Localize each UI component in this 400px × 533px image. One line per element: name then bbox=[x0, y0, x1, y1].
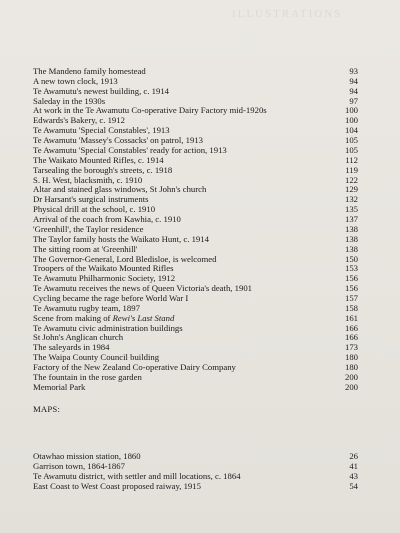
entry-page-number: 156 bbox=[344, 283, 358, 294]
entry-page-number: 166 bbox=[344, 332, 358, 343]
entry-page-number: 94 bbox=[349, 85, 358, 96]
entry-page-number: 100 bbox=[344, 105, 358, 116]
entry-page-number: 161 bbox=[344, 312, 358, 323]
entry-title: The sitting room at 'Greenhill' bbox=[33, 243, 138, 254]
entry-title: East Coast to West Coast proposed raiway, 1915 bbox=[33, 480, 201, 491]
entry-title: Dr Harsant's surgical instruments bbox=[33, 194, 149, 205]
entry-page-number: 105 bbox=[344, 135, 358, 146]
entry-page-number: 138 bbox=[344, 243, 358, 254]
entry-title: Te Awamutu 'Special Constables', 1913 bbox=[33, 125, 170, 136]
entry-title: Te Awamutu rugby team, 1897 bbox=[33, 302, 140, 313]
entry-title: Tarsealing the borough's streets, c. 1918 bbox=[33, 164, 173, 175]
entry-title: Te Awamutu civic administration buildings bbox=[33, 322, 183, 333]
entry-title: Memorial Park bbox=[33, 381, 86, 392]
entry-title: Arrival of the coach from Kawhia, c. 1910 bbox=[33, 214, 181, 225]
entry-title: Edwards's Bakery, c. 1912 bbox=[33, 115, 125, 126]
entry-title: The fountain in the rose garden bbox=[33, 371, 142, 382]
entry-page-number: 156 bbox=[344, 273, 358, 284]
entry-page-number: 150 bbox=[344, 253, 358, 264]
entry-page-number: 104 bbox=[344, 125, 358, 136]
entry-title: Otawhao mission station, 1860 bbox=[33, 451, 141, 461]
entry-title: Te Awamutu 'Massey's Cossacks' on patrol, 1913 bbox=[33, 135, 204, 146]
entry-page-number: 105 bbox=[344, 144, 358, 155]
entry-title: The Waipa County Council building bbox=[33, 352, 160, 363]
entry-page-number: 173 bbox=[344, 342, 358, 353]
entry-title: At work in the Te Awamutu Co-operative Dairy Factory mid-1920s bbox=[33, 105, 267, 116]
entry-title: Troopers of the Waikato Mounted Rifles bbox=[33, 263, 174, 274]
entry-page-number: 138 bbox=[344, 233, 358, 244]
entry-title: The Mandeno family homestead bbox=[33, 66, 146, 76]
entry-page-number: 112 bbox=[345, 154, 358, 165]
entry-page-number: 200 bbox=[344, 381, 358, 392]
entry-page-number: 135 bbox=[344, 204, 358, 215]
entry-page-number: 100 bbox=[344, 115, 358, 126]
entry-title: Factory of the New Zealand Co-operative Dairy Company bbox=[33, 362, 236, 373]
entry-title: The saleyards in 1984 bbox=[33, 342, 110, 353]
list-item bbox=[33, 382, 358, 393]
entry-title: 'Greenhill', the Taylor residence bbox=[33, 223, 144, 234]
entry-title: Te Awamutu district, with settler and mill locations, c. 1864 bbox=[33, 470, 241, 481]
entry-title: Garrison town, 1864-1867 bbox=[33, 460, 125, 471]
entry-title: Te Awamutu 'Special Constables' ready for action, 1913 bbox=[33, 144, 227, 155]
entry-title: The Taylor family hosts the Waikato Hunt, c. 1914 bbox=[33, 233, 209, 244]
entry-title: St John's Anglican church bbox=[33, 332, 124, 343]
entry-page-number: 132 bbox=[344, 194, 358, 205]
entry-page-number: 41 bbox=[349, 460, 358, 471]
entry-page-number: 119 bbox=[345, 164, 358, 175]
entry-title: Te Awamutu receives the news of Queen Victoria's death, 1901 bbox=[33, 283, 253, 294]
maps-heading: MAPS: bbox=[33, 404, 61, 414]
entry-title: Saleday in the 1930s bbox=[33, 95, 106, 106]
entry-page-number: 54 bbox=[349, 480, 358, 491]
entry-page-number: 26 bbox=[349, 451, 358, 461]
entry-title-prefix: Scene from making of bbox=[33, 312, 113, 323]
entry-page-number: 97 bbox=[349, 95, 358, 106]
entry-title: Altar and stained glass windows, St John's church bbox=[33, 184, 207, 195]
entry-page-number: 158 bbox=[344, 302, 358, 313]
entry-page-number: 180 bbox=[344, 352, 358, 363]
entry-title: A new town clock, 1913 bbox=[33, 75, 118, 86]
entry-page-number: 166 bbox=[344, 322, 358, 333]
show-through-heading: ILLUSTRATIONS bbox=[232, 8, 343, 20]
entry-page-number: 138 bbox=[344, 223, 358, 234]
entry-page-number: 153 bbox=[344, 263, 358, 274]
list-item bbox=[33, 481, 358, 492]
entry-title-italic: Rewi's Last Stand bbox=[112, 312, 175, 323]
entry-title: Te Awamutu's newest building, c. 1914 bbox=[33, 85, 170, 96]
entry-title: Physical drill at the school, c. 1910 bbox=[33, 204, 156, 215]
entry-page-number: 122 bbox=[344, 174, 358, 185]
entry-page-number: 129 bbox=[344, 184, 358, 195]
entry-title: S. H. West, blacksmith, c. 1910 bbox=[33, 174, 143, 185]
entry-title: The Waikato Mounted Rifles, c. 1914 bbox=[33, 154, 164, 165]
entry-title: Te Awamutu Philharmonic Society, 1912 bbox=[33, 273, 176, 284]
entry-title: The Governor-General, Lord Bledisloe, is welcomed bbox=[33, 253, 217, 264]
entry-title: Cycling became the rage before World War I bbox=[33, 293, 189, 303]
entry-page-number: 93 bbox=[349, 66, 358, 76]
entry-page-number: 157 bbox=[344, 293, 358, 303]
entry-page-number: 137 bbox=[344, 214, 358, 225]
entry-page-number: 43 bbox=[349, 470, 358, 481]
entry-page-number: 180 bbox=[344, 362, 358, 373]
entry-page-number: 200 bbox=[344, 371, 358, 382]
entry-page-number: 94 bbox=[349, 75, 358, 86]
